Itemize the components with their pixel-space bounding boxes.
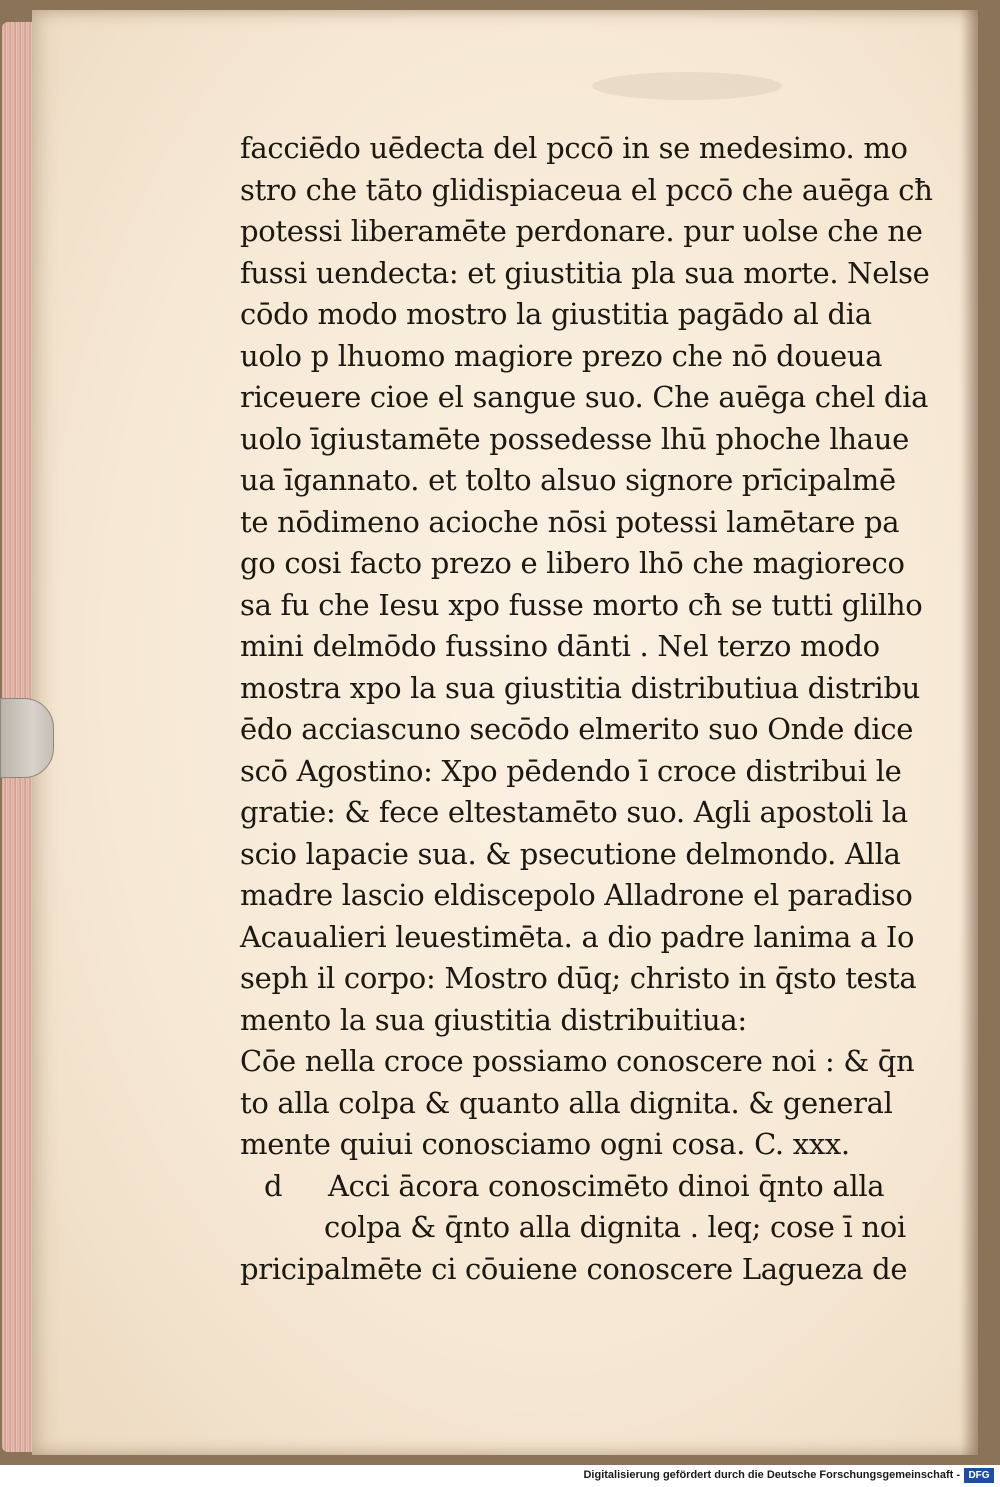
text-line: ua īgannato. et tolto alsuo signore prīcipalmē <box>240 463 896 497</box>
page-clip-marker <box>0 698 54 778</box>
text-line: mostra xpo la sua giustitia distributiua distribu <box>240 670 920 705</box>
text-line: sa fu che Iesu xpo fusse morto cħ se tutti glilho <box>240 587 923 622</box>
section-heading-line: mente quiui conosciamo ogni cosa. C. xxx. <box>240 1127 850 1161</box>
last-text-line: pricipalmēte ci cōuiene conoscere Lagueza de <box>240 1251 908 1286</box>
text-line: facciēdo uēdecta del pccō in se medesimo. mo <box>240 131 908 165</box>
text-line: madre lascio eldiscepolo Alladrone el paradiso <box>240 878 913 912</box>
text-line: mento la sua giustitia distribuitiua: <box>240 1002 747 1037</box>
text-line: mini delmōdo fussino dānti . Nel terzo modo <box>240 629 880 663</box>
page-text <box>240 128 933 1290</box>
text-line: scio lapacie sua. & psecutione delmondo. Alla <box>240 836 901 871</box>
text-line: seph il corpo: Mostro dūq; christo in q̄sto testa <box>240 961 917 995</box>
text-line: go cosi facto prezo e libero lhō che magioreco <box>240 546 905 580</box>
text-line: uolo īgiustamēte possedesse lhū phoche lhaue <box>240 421 909 456</box>
text-line: potessi liberamēte perdonare. pur uolse che ne <box>240 214 923 248</box>
text-line: riceuere cioe el sangue suo. Che auēga chel dia <box>240 380 929 414</box>
guide-letter: d <box>264 1168 283 1203</box>
page-stain <box>592 72 782 100</box>
text-line: cōdo modo mostro la giustitia pagādo al dia <box>240 297 872 331</box>
text-line: uolo p lhuomo magiore prezo che nō doueua <box>240 338 883 373</box>
footer-bar <box>0 1465 1000 1487</box>
funding-credit: Digitalisierung gefördert durch die Deutsche Forschungsgemeinschaft - <box>583 1469 960 1481</box>
text-line: te nōdimeno acioche nōsi potessi lamētare pa <box>240 504 900 539</box>
section-heading-line: Cōe nella croce possiamo conoscere noi : & q̄n <box>240 1044 915 1078</box>
text-line: ēdo acciascuno secōdo elmerito suo Onde dice <box>240 712 914 746</box>
initial-line-text: Acci ācora conoscimēto dinoi q̄nto alla <box>328 1168 885 1203</box>
text-line: scō Agostino: Xpo pēdendo ī croce distribui le <box>240 753 902 788</box>
text-line: Acaualieri leuestimēta. a dio padre lanima a Io <box>240 919 915 954</box>
text-line: stro che tāto glidispiaceua el pccō che auēga cħ <box>240 172 933 207</box>
initial-line <box>240 1166 885 1208</box>
text-line: fussi uendecta: et giustitia pla sua morte. Nelse <box>240 255 930 290</box>
indented-line: colpa & q̄nto alla dignita . leq; cose ī noi <box>324 1210 906 1244</box>
page-gutter-shadow <box>960 10 978 1455</box>
dfg-logo-icon: DFG <box>964 1468 994 1483</box>
section-heading-line: to alla colpa & quanto alla dignita. & general <box>240 1085 893 1120</box>
text-line: gratie: & fece eltestamēto suo. Agli apostoli la <box>240 795 908 829</box>
